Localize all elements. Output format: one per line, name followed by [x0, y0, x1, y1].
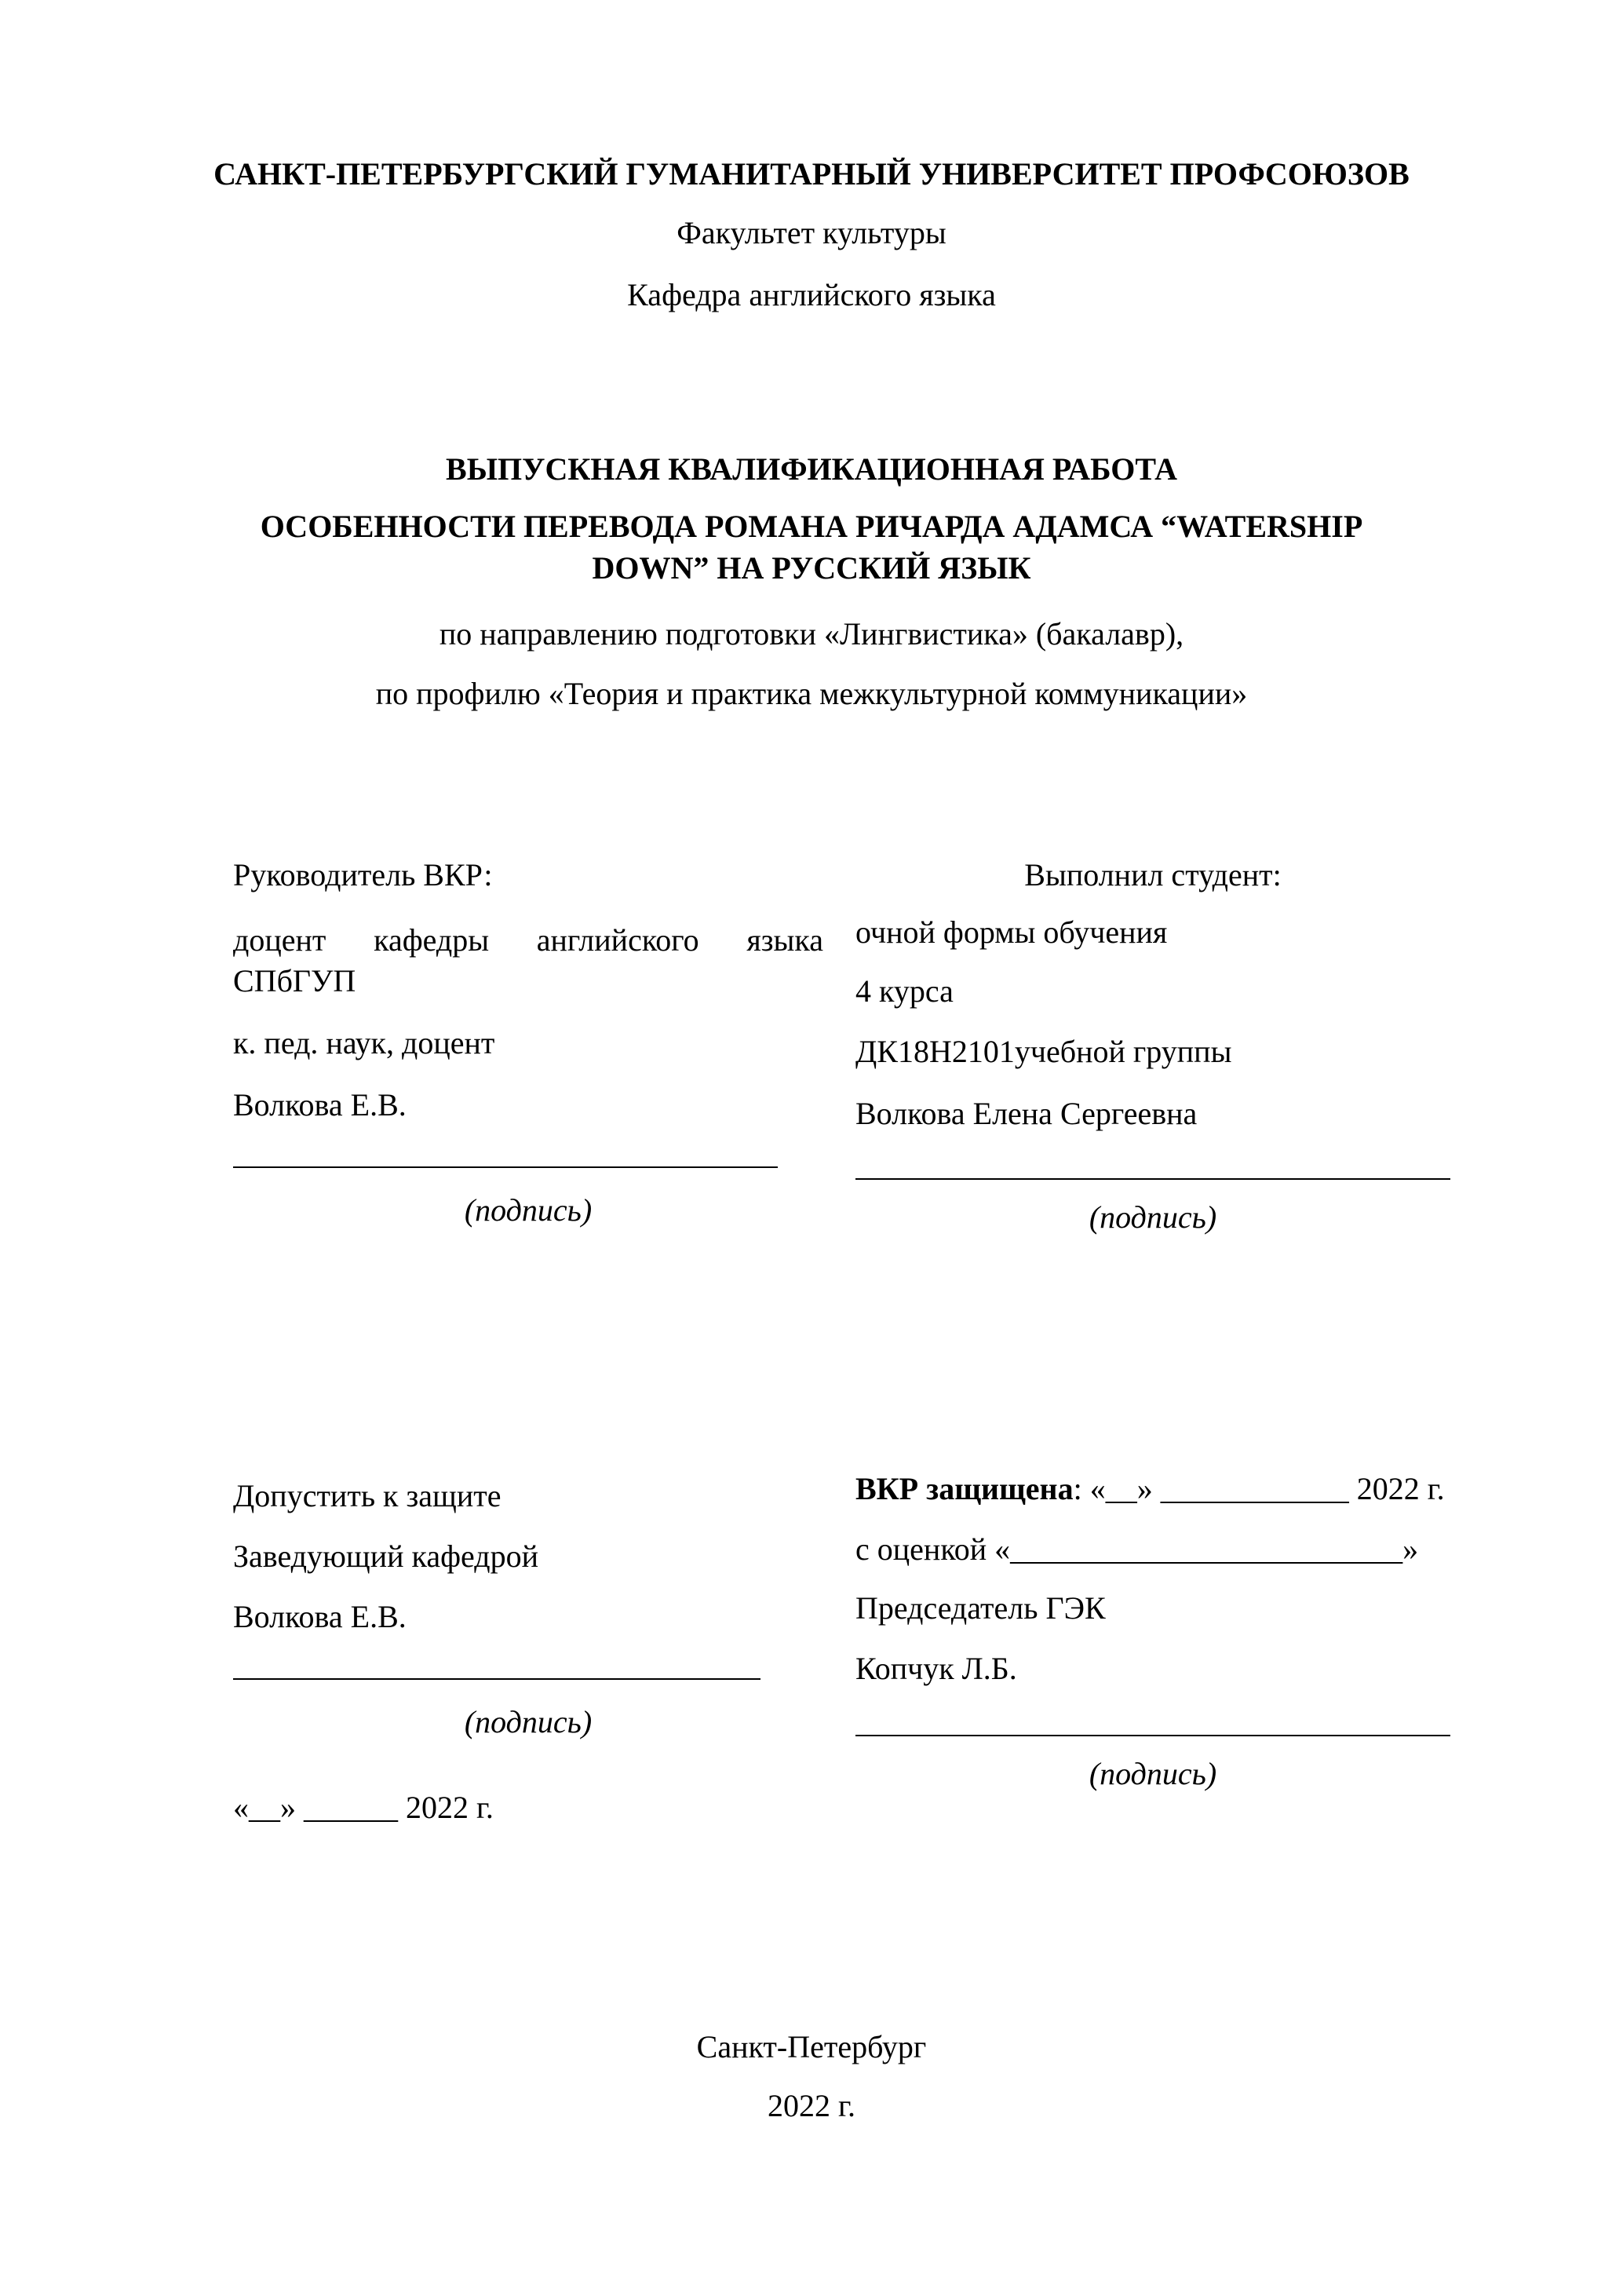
admission-date: «__» ______ 2022 г.: [233, 1790, 494, 1825]
signature-caption: (подпись): [1089, 1199, 1217, 1235]
defense-grade: с оценкой «_________________________»: [855, 1531, 1419, 1567]
supervisor-position-line2: СПбГУП: [233, 963, 356, 998]
signature-line: [855, 1178, 1450, 1180]
admission-line1: Допустить к защите: [233, 1478, 501, 1513]
signature-caption: (подпись): [464, 1192, 593, 1228]
commission-chair-label: Председатель ГЭК: [855, 1590, 1106, 1626]
work-title-line2: DOWN” НА РУССКИЙ ЯЗЫК: [592, 550, 1031, 586]
signature-caption: (подпись): [464, 1704, 593, 1739]
signature-line: [855, 1735, 1450, 1736]
word: кафедры: [374, 922, 490, 958]
admission-line2: Заведующий кафедрой: [233, 1539, 539, 1574]
university-name: САНКТ-ПЕТЕРБУРГСКИЙ ГУМАНИТАРНЫЙ УНИВЕРСИТЕТ ПРОФСОЮЗОВ: [213, 156, 1410, 192]
word: языка: [746, 922, 823, 958]
signature-line: [233, 1166, 778, 1168]
work-type: ВЫПУСКНАЯ КВАЛИФИКАЦИОННАЯ РАБОТА: [446, 451, 1177, 487]
student-group: ДК18Н2101учебной группы: [855, 1034, 1232, 1069]
student-name: Волкова Елена Сергеевна: [855, 1096, 1198, 1131]
student-form: очной формы обучения: [855, 914, 1168, 950]
word: английского: [536, 922, 699, 958]
signature-caption: (подпись): [1089, 1756, 1217, 1791]
student-heading: Выполнил студент:: [1024, 857, 1282, 892]
defense-status: [855, 1471, 1445, 1507]
department: Кафедра английского языка: [627, 277, 996, 312]
work-title-line1: ОСОБЕННОСТИ ПЕРЕВОДА РОМАНА РИЧАРДА АДАМСА “WATERSHIP: [260, 509, 1363, 544]
supervisor-name: Волкова Е.В.: [233, 1087, 407, 1122]
word: доцент: [233, 922, 326, 958]
student-course: 4 курса: [855, 973, 954, 1009]
year: 2022 г.: [768, 2088, 855, 2123]
commission-chair-name: Копчук Л.Б.: [855, 1651, 1017, 1686]
head-of-department-name: Волкова Е.В.: [233, 1599, 407, 1634]
supervisor-degree: к. пед. наук, доцент: [233, 1025, 495, 1060]
signature-line: [233, 1678, 760, 1680]
defense-label: ВКР защищена: [855, 1471, 1074, 1506]
faculty: Факультет культуры: [677, 215, 946, 250]
supervisor-position: [233, 922, 823, 958]
city: Санкт-Петербург: [696, 2029, 927, 2064]
study-direction: по направлению подготовки «Лингвистика» (бакалавр),: [439, 616, 1184, 652]
defense-date: : «__» ____________ 2022 г.: [1073, 1471, 1445, 1506]
supervisor-heading: Руководитель ВКР:: [233, 857, 493, 892]
study-profile: по профилю «Теория и практика межкультурной коммуникации»: [375, 676, 1248, 711]
